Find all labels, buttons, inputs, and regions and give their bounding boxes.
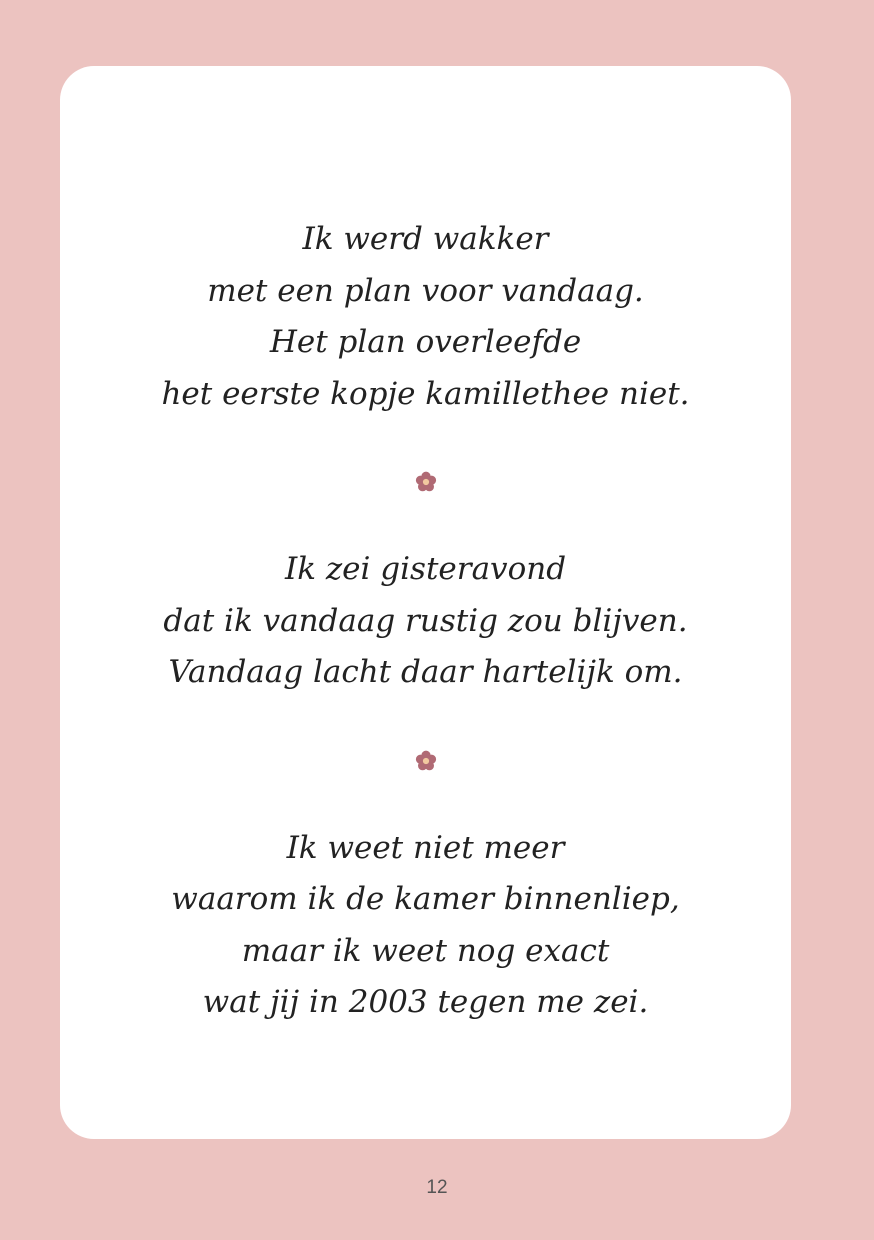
poem-line: maar ik weet nog exact (241, 932, 610, 969)
flower-icon (414, 470, 438, 494)
poem-line: met een plan voor vandaag. (207, 272, 644, 309)
poem-line: waarom ik de kamer binnenliep, (171, 881, 680, 917)
page-card (60, 66, 791, 1139)
poem-line: Ik werd wakker (302, 221, 549, 257)
stanza-divider (60, 420, 791, 544)
poem-line: Het plan overleefde (269, 324, 582, 360)
poem-line: het eerste kopje kamillethee niet. (161, 375, 690, 412)
stanza-2 (60, 544, 791, 699)
page-number: 12 (426, 1177, 448, 1198)
stanza-1 (60, 214, 791, 420)
poem-line: wat jij in 2003 tegen me zei. (202, 984, 649, 1020)
poem-line: Vandaag lacht daar hartelijk om. (168, 654, 683, 690)
stanza-3 (60, 823, 791, 1029)
flower-icon (414, 749, 438, 773)
poem-line: Ik weet niet meer (286, 829, 565, 866)
poem-line: Ik zei gisteravond (284, 551, 567, 587)
poem-line: dat ik vandaag rustig zou blijven. (163, 602, 688, 639)
stanza-divider (60, 699, 791, 823)
poem (60, 214, 791, 1029)
